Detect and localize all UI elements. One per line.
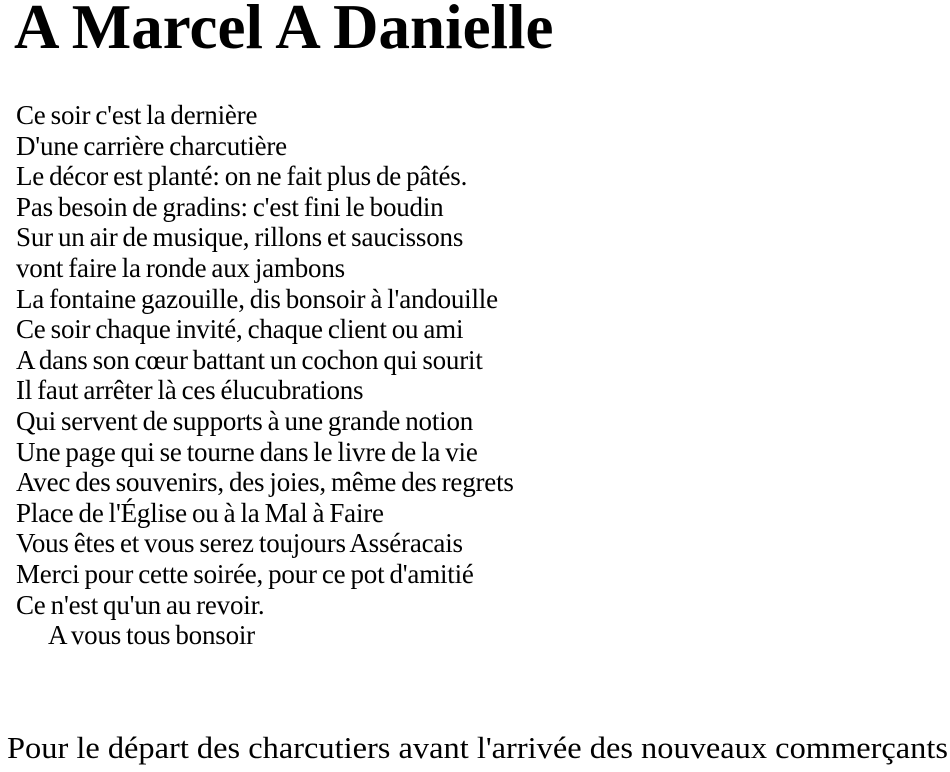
poem-line: Ce n'est qu'un au revoir. bbox=[16, 589, 265, 620]
poem-line: Qui servent de supports à une grande notion bbox=[16, 405, 474, 436]
poem-line: A dans son cœur battant un cochon qui sourit bbox=[16, 344, 483, 375]
poem-line: vont faire la ronde aux jambons bbox=[16, 252, 345, 283]
poem-body bbox=[16, 100, 514, 651]
poem-line: Place de l'Église ou à la Mal à Faire bbox=[16, 497, 384, 528]
poem-line-signoff: A vous tous bonsoir bbox=[48, 620, 255, 651]
poem-line: Ce soir c'est la dernière bbox=[16, 100, 258, 130]
page-title: A Marcel A Danielle bbox=[14, 0, 554, 62]
poem-line: Il faut arrêter là ces élucubrations bbox=[16, 375, 364, 406]
poem-line: Une page qui se tourne dans le livre de la vie bbox=[16, 436, 478, 467]
poem-line: La fontaine gazouille, dis bonsoir à l'andouille bbox=[16, 283, 498, 314]
poem-line: Avec des souvenirs, des joies, même des regrets bbox=[16, 467, 514, 498]
poem-line: Vous êtes et vous serez toujours Asséracais bbox=[16, 528, 463, 559]
poem-line: Merci pour cette soirée, pour ce pot d'amitié bbox=[16, 558, 474, 589]
poem-line: Sur un air de musique, rillons et saucissons bbox=[16, 222, 464, 253]
footer-caption-text: Pour le départ des charcutiers avant l'arrivée des nouveaux commerçants bbox=[7, 730, 948, 765]
poem-line: D'une carrière charcutière bbox=[16, 130, 287, 161]
poem-line: Le décor est planté: on ne fait plus de pâtés. bbox=[16, 161, 468, 192]
footer-caption bbox=[7, 725, 948, 772]
poem-line: Pas besoin de gradins: c'est fini le boudin bbox=[16, 191, 444, 222]
poem-line: Ce soir chaque invité, chaque client ou ami bbox=[16, 314, 464, 345]
